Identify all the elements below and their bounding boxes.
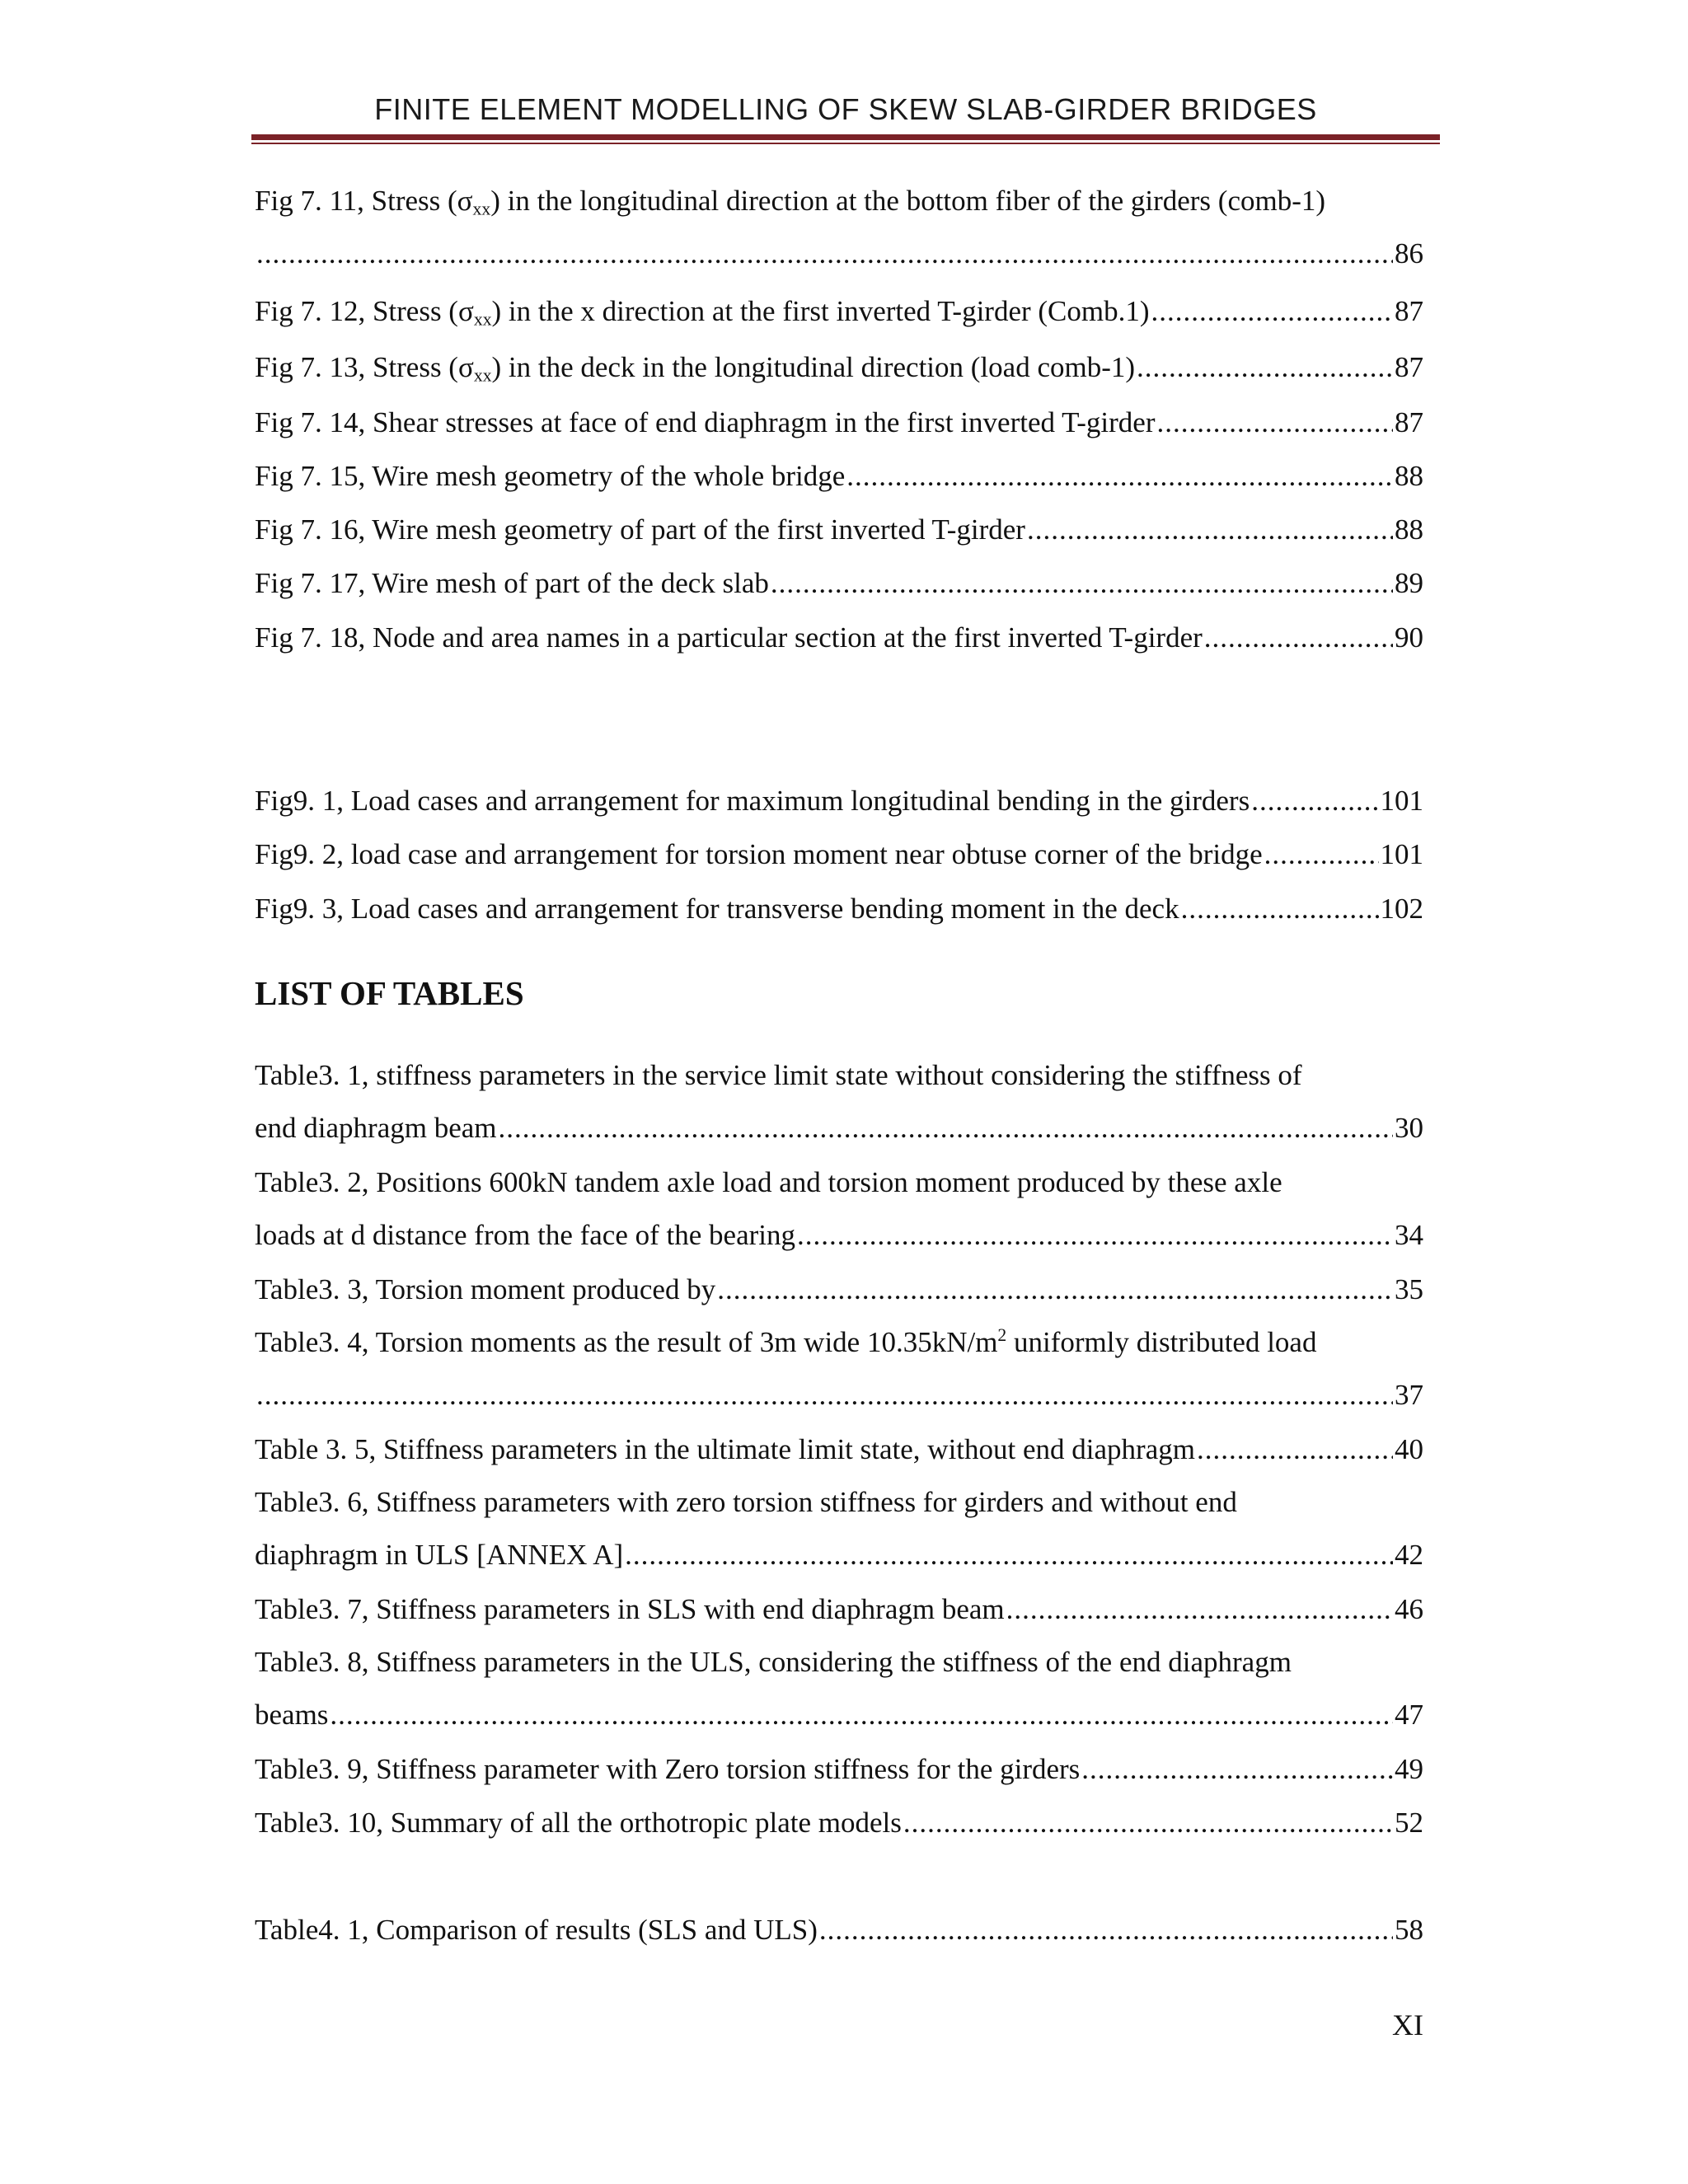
entry-text: Fig9. 1, Load cases and arrangement for maximum longitudinal bending in the girders (255, 785, 1250, 817)
entry-text: Fig 7. 13, Stress $(\sigma_{xx})$ in the deck in the longitudinal direction (load comb-1) (255, 351, 1136, 386)
leader-dots (1181, 891, 1379, 927)
figure-entry[interactable] (255, 405, 1423, 441)
entry-page: 102 (1380, 893, 1423, 925)
figure-entry[interactable] (255, 512, 1423, 548)
leader-dots (717, 1272, 1393, 1308)
leader-dots (1251, 783, 1378, 819)
entry-page: 52 (1395, 1807, 1423, 1839)
table-entry[interactable] (255, 1912, 1423, 1948)
entry-text: Fig9. 3, Load cases and arrangement for transverse bending moment in the deck (255, 893, 1179, 925)
entry-text: Fig 7. 15, Wire mesh geometry of the whole bridge (255, 460, 846, 492)
table-entry[interactable] (255, 1057, 1423, 1146)
entry-text: Table3. 2, Positions 600kN tandem axle load and torsion moment produced by these axle (255, 1166, 1282, 1198)
entry-text: Table 3. 5, Stiffness parameters in the ultimate limit state, without end diaphragm (255, 1433, 1195, 1465)
leader-dots (1197, 1432, 1393, 1468)
entry-page: 90 (1395, 621, 1423, 654)
leader-dots (1151, 293, 1393, 330)
leader-dots (1027, 512, 1393, 548)
leader-dots (771, 565, 1393, 602)
entry-page: 88 (1395, 460, 1423, 492)
entry-text: Table3. 7, Stiffness parameters in SLS with end diaphragm beam (255, 1593, 1005, 1625)
header-rule (251, 134, 1440, 140)
entry-text: Table3. 8, Stiffness parameters in the ULS, considering the stiffness of the end diaphragm (255, 1646, 1292, 1678)
figure-entry[interactable] (255, 891, 1423, 927)
entry-page: 89 (1395, 567, 1423, 599)
entry-page: 46 (1395, 1593, 1423, 1625)
leader-dots (256, 1377, 1393, 1413)
figure-entry[interactable] (255, 783, 1423, 819)
list-of-tables-heading: LIST OF TABLES (255, 974, 524, 1012)
entry-page: 37 (1395, 1379, 1423, 1411)
leader-dots (903, 1805, 1393, 1841)
entry-page: 58 (1395, 1914, 1423, 1946)
entry-page: 47 (1395, 1699, 1423, 1731)
table-entry[interactable] (255, 1484, 1423, 1573)
entry-text: end diaphragm beam (255, 1112, 497, 1144)
table-entry[interactable] (255, 1324, 1423, 1413)
entry-text: diaphragm in ULS [ANNEX A] (255, 1539, 624, 1571)
leader-dots (846, 458, 1393, 494)
figure-entry[interactable] (255, 565, 1423, 602)
figure-entry[interactable] (255, 458, 1423, 494)
table-entry[interactable] (255, 1272, 1423, 1308)
figure-entry[interactable] (255, 183, 1423, 272)
entry-text: Fig 7. 17, Wire mesh of part of the deck slab (255, 567, 769, 599)
entry-page: 30 (1395, 1112, 1423, 1144)
entry-text: Fig9. 2, load case and arrangement for torsion moment near obtuse corner of the bridge (255, 838, 1263, 870)
leader-dots (1081, 1751, 1393, 1788)
entry-text: Table3. 6, Stiffness parameters with zero torsion stiffness for girders and without end (255, 1486, 1237, 1518)
entry-page: 35 (1395, 1273, 1423, 1305)
entry-page: 87 (1395, 406, 1423, 438)
entry-page: 101 (1380, 838, 1423, 870)
entry-text: Table4. 1, Comparison of results (SLS and ULS) (255, 1914, 818, 1946)
leader-dots (1204, 620, 1393, 656)
table-entry[interactable] (255, 1751, 1423, 1788)
leader-dots (1264, 837, 1379, 873)
leader-dots (499, 1110, 1393, 1146)
leader-dots (330, 1697, 1393, 1733)
running-header: FINITE ELEMENT MODELLING OF SKEW SLAB-GIRDER BRIDGES (374, 92, 1317, 126)
entry-text: Fig 7. 11, Stress $(\sigma_{xx})$ in the longitudinal direction at the bottom fiber of the girders (comb-1) (255, 185, 1326, 219)
table-entry[interactable] (255, 1644, 1423, 1733)
figure-entry[interactable] (255, 837, 1423, 873)
table-entry[interactable] (255, 1591, 1423, 1628)
leader-dots (797, 1217, 1393, 1254)
entry-page: 101 (1380, 785, 1423, 817)
entry-text: Fig 7. 12, Stress $(\sigma_{xx})$ in the x direction at the first inverted T-girder (Comb.1) (255, 295, 1150, 330)
leader-dots (1157, 405, 1394, 441)
entry-text: Fig 7. 18, Node and area names in a particular section at the first inverted T-girder (255, 621, 1203, 654)
entry-page: 86 (1395, 237, 1423, 269)
leader-dots (1006, 1591, 1393, 1628)
entry-text: loads at d distance from the face of the bearing (255, 1219, 795, 1251)
entry-page: 42 (1395, 1539, 1423, 1571)
page-number: XI (1392, 2008, 1423, 2041)
table-entry[interactable] (255, 1165, 1423, 1254)
entry-page: 34 (1395, 1219, 1423, 1251)
entry-text: Table3. 3, Torsion moment produced by (255, 1273, 716, 1305)
entry-page: 40 (1395, 1433, 1423, 1465)
leader-dots (1137, 349, 1393, 386)
leader-dots (256, 236, 1393, 272)
figure-entry[interactable] (255, 620, 1423, 656)
leader-dots (819, 1912, 1393, 1948)
entry-text: Table3. 9, Stiffness parameter with Zero torsion stiffness for the girders (255, 1753, 1081, 1785)
entry-page: 87 (1395, 351, 1423, 383)
figure-entry[interactable] (255, 293, 1423, 330)
entry-text: Fig 7. 16, Wire mesh geometry of part of the first inverted T-girder (255, 513, 1025, 546)
table-entry[interactable] (255, 1432, 1423, 1468)
figure-entry[interactable] (255, 349, 1423, 386)
entry-page: 49 (1395, 1753, 1423, 1785)
entry-page: 87 (1395, 295, 1423, 327)
entry-text: Fig 7. 14, Shear stresses at face of end diaphragm in the first inverted T-girder (255, 406, 1156, 438)
entry-text: beams (255, 1699, 329, 1731)
header-rule-thin (251, 143, 1440, 144)
entry-text: Table3. 10, Summary of all the orthotropic plate models (255, 1807, 902, 1839)
table-entry[interactable] (255, 1805, 1423, 1841)
leader-dots (625, 1537, 1393, 1573)
entry-page: 88 (1395, 513, 1423, 546)
entry-text: Table3. 4, Torsion moments as the result of 3m wide $10.35kN/m^2$ uniformly distributed load (255, 1324, 1317, 1358)
entry-text: Table3. 1, stiffness parameters in the service limit state without considering the stiffness of (255, 1059, 1302, 1091)
